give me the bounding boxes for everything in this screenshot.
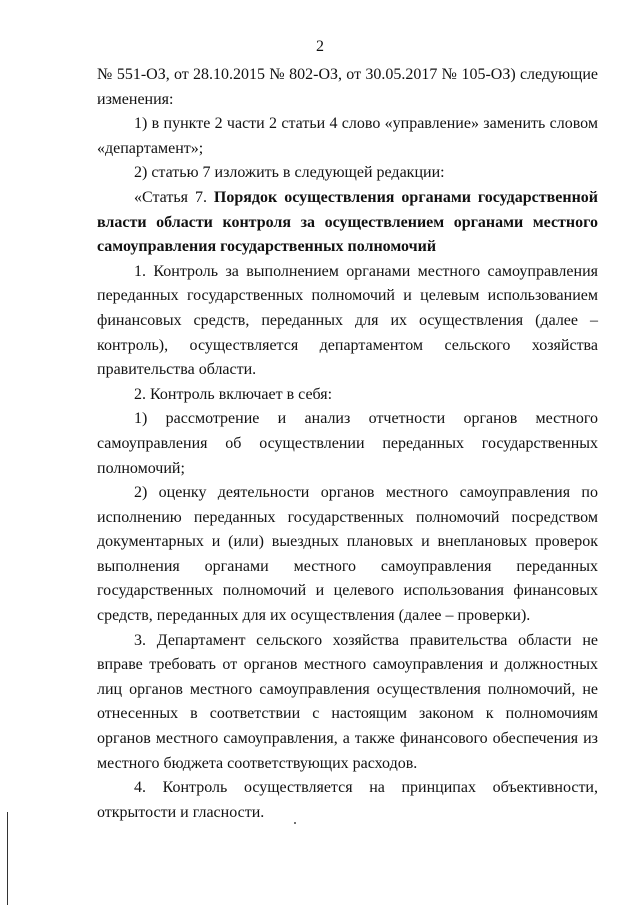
document-body [97,63,598,825]
paragraph-subclause-2: 2) оценку деятельности органов местного самоуправления по исполнению переданных государственных полномочий посредством документарных и (или) выездных плановых и внеплановых проверок выполнения органами местного самоуправления переданных государственных полномочий и целевого использования финансовых средств, переданных для их осуществления (далее – проверки). [97,484,598,625]
scan-margin-line [7,812,8,905]
paragraph-item-1: 1) в пункте 2 части 2 статьи 4 слово «управление» заменить словом «департамент»; [97,115,598,157]
paragraph-clause-1: 1. Контроль за выполнением органами местного самоуправления переданных государственных полномочий и целевым использованием финансовых средств, переданных для их осуществления (далее – контроль), осуществляется департаментом сельского хозяйства правительства области. [97,262,598,379]
paragraph-clause-3: 3. Департамент сельского хозяйства правительства области не вправе требовать от органов местного самоуправления и должностных лиц органов местного самоуправления осуществления полномочий, не отнесенных в соответствии с настоящим законом к полномочиям органов местного самоуправления, а также финансового обеспечения из местного бюджета соответствующих расходов. [97,631,598,772]
paragraph-clause-4: 4. Контроль осуществляется на принципах объективности, открытости и гласности. [97,779,598,821]
article-title: Порядок осуществления органами государственной власти области контроля за осуществлением органами местного самоуправления государственных полномочий [97,188,598,256]
paragraph-clause-2: 2. Контроль включает в себя: [134,385,333,403]
paragraph-subclause-1: 1) рассмотрение и анализ отчетности органов местного самоуправления об осуществлении переданных государственных полномочий; [97,410,598,477]
article-heading [97,186,598,260]
scan-speck [294,822,296,824]
paragraph-amendment-intro: № 551-ОЗ, от 28.10.2015 № 802-ОЗ, от 30.05.2017 № 105-ОЗ) следующие изменения: [97,66,598,108]
page-number: 2 [316,38,324,55]
paragraph-item-2: 2) статью 7 изложить в следующей редакции: [134,164,445,182]
article-number: «Статья 7. [134,188,214,206]
